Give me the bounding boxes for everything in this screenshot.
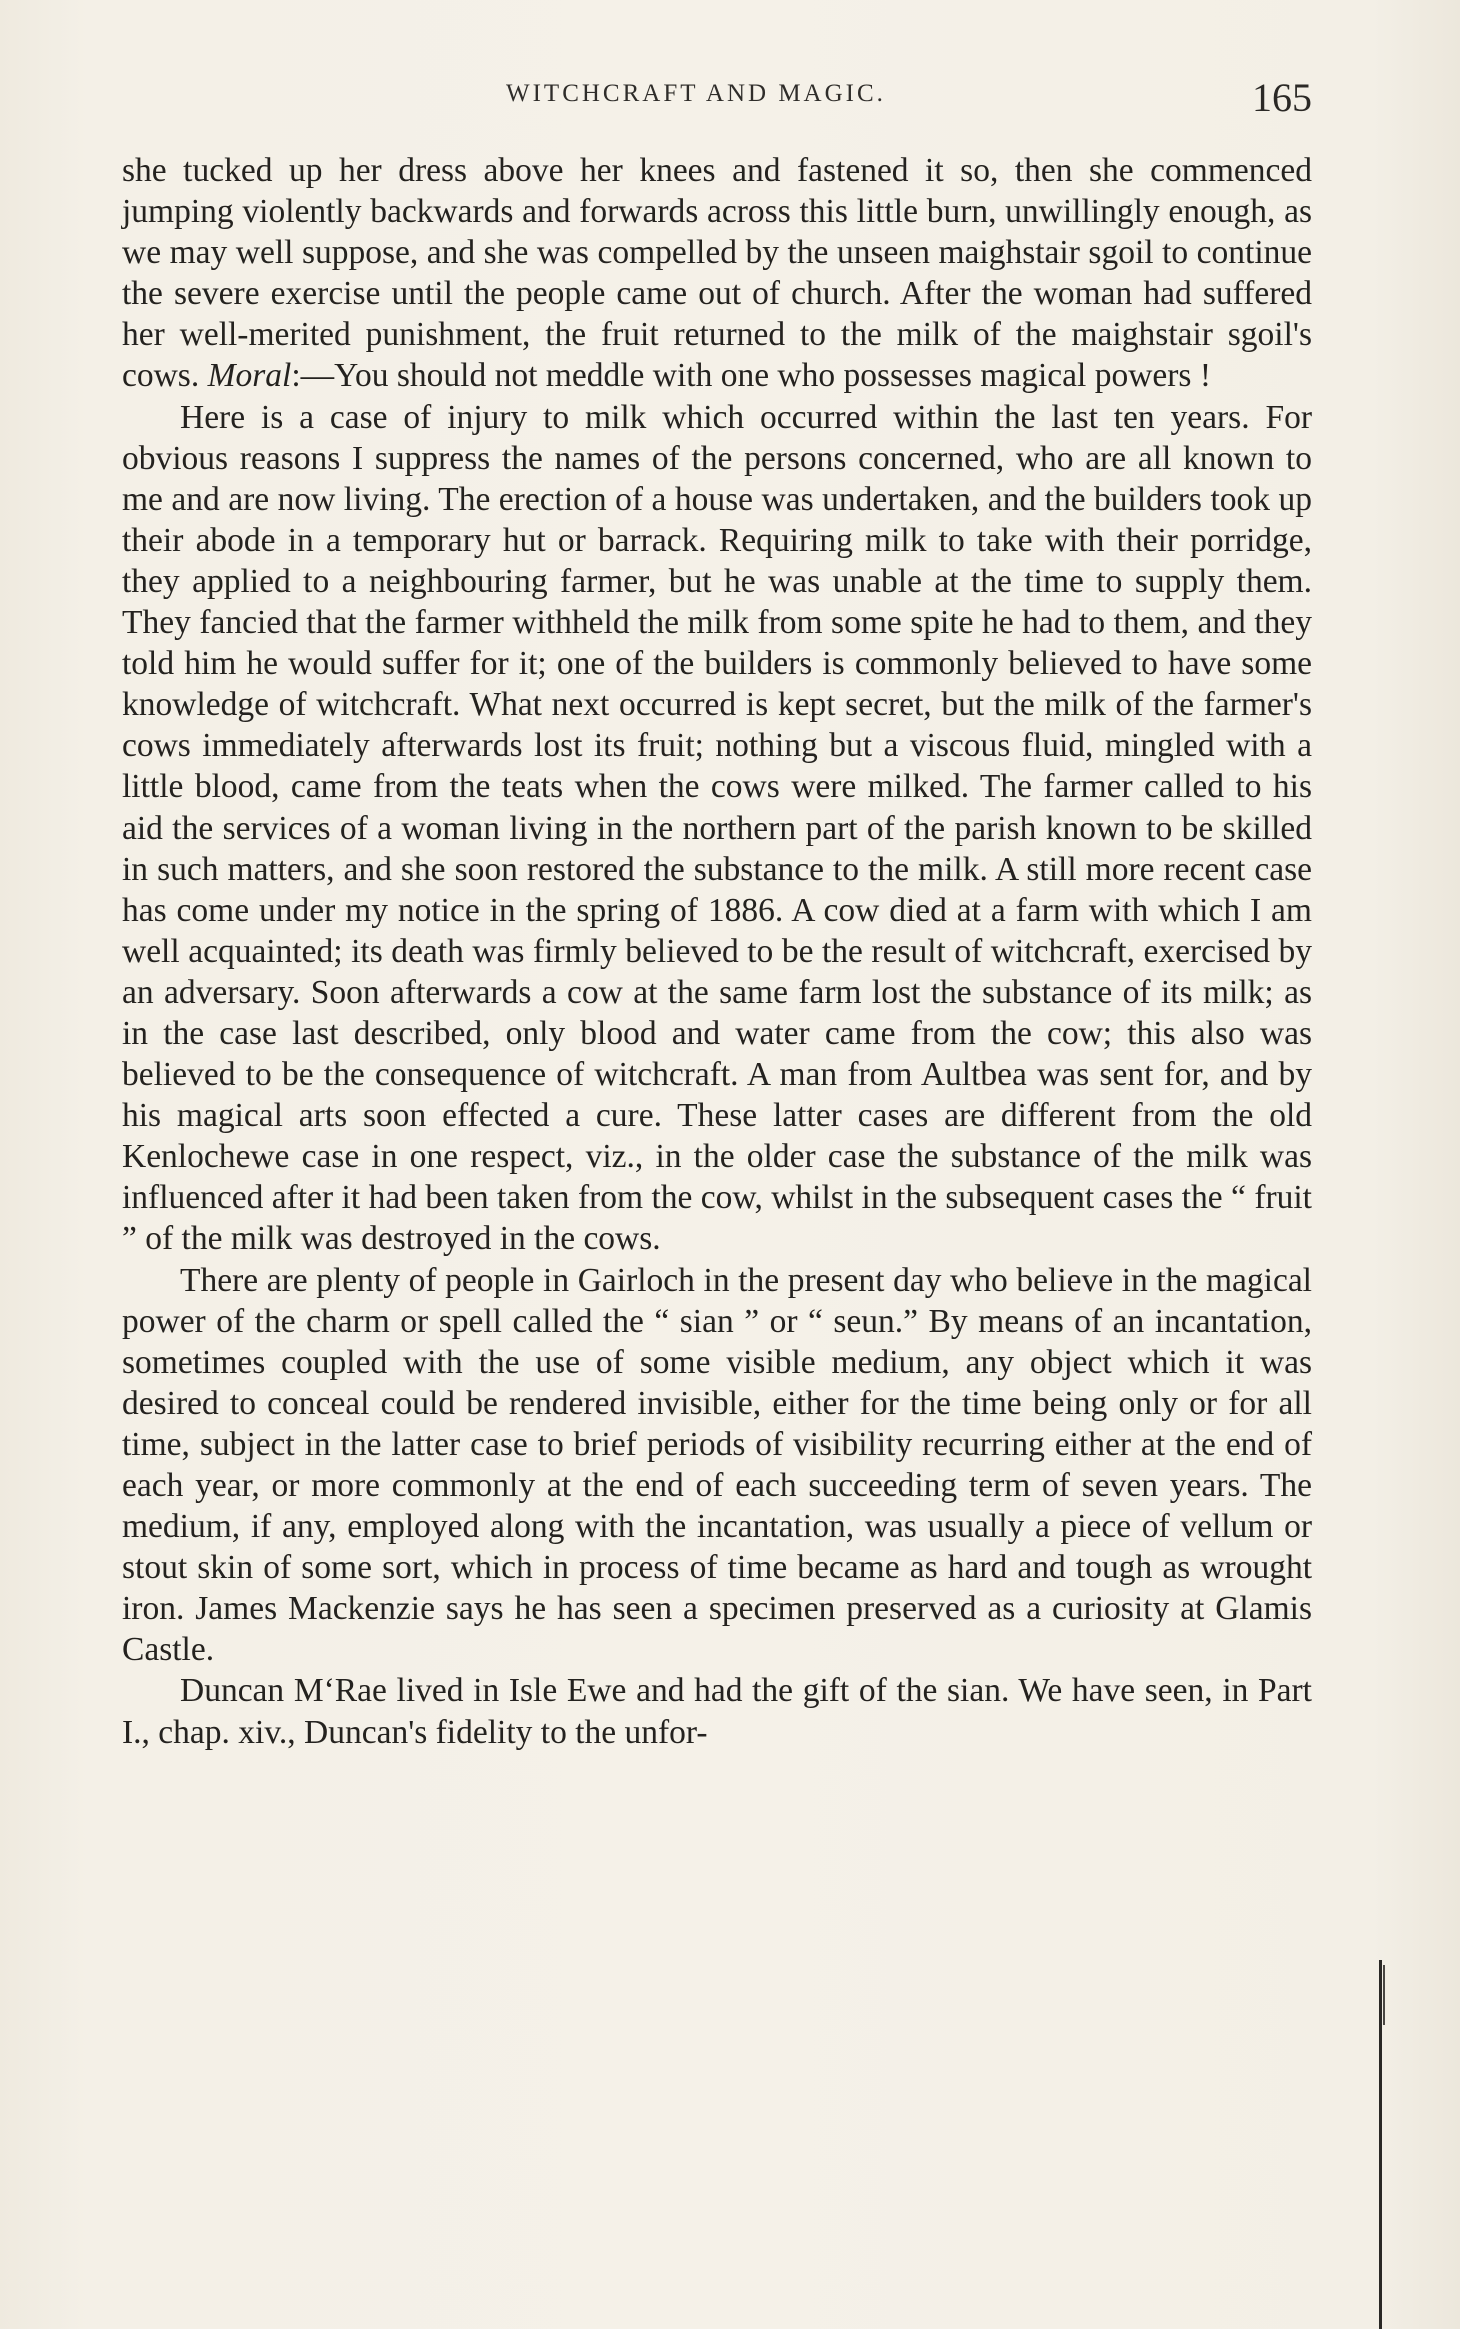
paragraph-1-text: she tucked up her dress above her knees and fastened it so, then she commenced jumping violently backwards and forwards across this little burn, unwillingly enough, as we may well suppose, and she was compelled by the unseen maighstair sgoil to continue the severe exercise until the people came out of church. After the woman had suffered her well-merited punishment, the fruit returned to the milk of the maighstair sgoil's cows. [122, 152, 1312, 395]
body-text [122, 150, 1312, 1753]
moral-label: Moral [207, 357, 292, 395]
margin-rule [1379, 1960, 1382, 2329]
page-number: 165 [1252, 75, 1312, 120]
margin-rule-shadow [1383, 1965, 1385, 2025]
paragraph-3: There are plenty of people in Gairloch in the present day who believe in the magical power of the charm or spell called the “ sian ” or “ seun.” By means of an incantation, sometimes coupled with the use of some visible medium, any object which it was desired to conceal could be rendered invisible, either for the time being only or for all time, subject in the latter case to brief periods of visibility recurring either at the end of each year, or more commonly at the end of each succeeding term of seven years. The medium, if any, employed along with the incantation, was usually a piece of vellum or stout skin of some sort, which in process of time became as hard and tough as wrought iron. James Mackenzie says he has seen a specimen preserved as a curiosity at Glamis Castle. [122, 1261, 1312, 1669]
paragraph-4: Duncan M‘Rae lived in Isle Ewe and had the gift of the sian. We have seen, in Part I., chap. xiv., Duncan's fidelity to the unfor- [122, 1672, 1312, 1751]
paragraph-2: Here is a case of injury to milk which occurred within the last ten years. For obvious reasons I suppress the names of the persons concerned, who are all known to me and are now living. The erection of a house was undertaken, and the builders took up their abode in a temporary hut or barrack. Requiring milk to take with their porridge, they applied to a neighbouring farmer, but he was unable at the time to supply them. They fancied that the farmer withheld the milk from some spite he had to them, and they told him he would suffer for it; one of the builders is commonly believed to have some knowledge of witchcraft. What next occurred is kept secret, but the milk of the farmer's cows immediately afterwards lost its fruit; nothing but a viscous fluid, mingled with a little blood, came from the teats when the cows were milked. The farmer called to his aid the services of a woman living in the northern part of the parish known to be skilled in such matters, and she soon restored the substance to the milk. A still more recent case has come under my notice in the spring of 1886. A cow died at a farm with which I am well acquainted; its death was firmly believed to be the result of witchcraft, exercised by an adversary. Soon afterwards a cow at the same farm lost the substance of its milk; as in the case last described, only blood and water came from the cow; this also was believed to be the consequence of witchcraft. A man from Aultbea was sent for, and by his magical arts soon effected a cure. These latter cases are different from the old Kenlochewe case in one respect, viz., in the older case the substance of the milk was influenced after it had been taken from the cow, whilst in the subsequent cases the “ fruit ” of the milk was destroyed in the cows. [122, 398, 1312, 1258]
page-header [0, 74, 1460, 134]
paragraph-1 [122, 150, 1312, 397]
paragraph-1-moral-text: :—You should not meddle with one who possesses magical powers ! [291, 357, 1211, 395]
running-head: WITCHCRAFT AND MAGIC. [506, 80, 886, 107]
